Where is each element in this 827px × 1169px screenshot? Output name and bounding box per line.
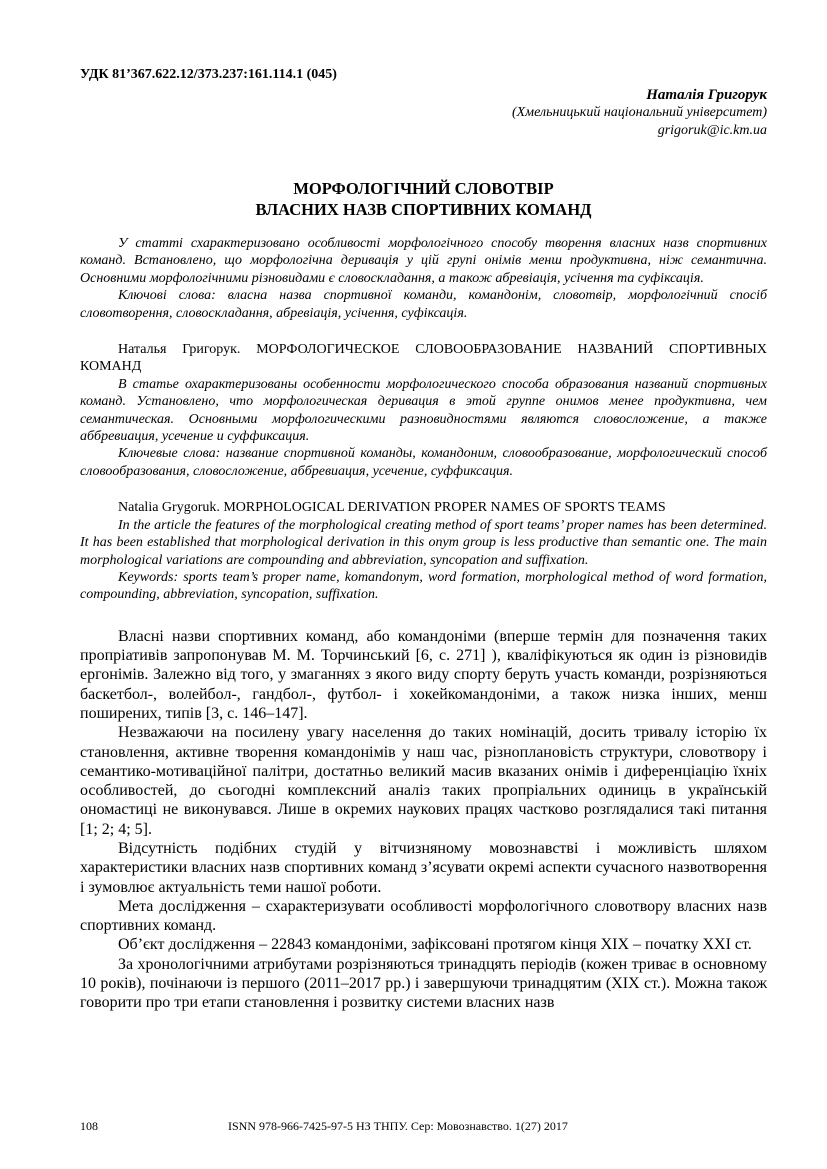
journal-issn: ISNN 978-966-7425-97-5 НЗ ТНПУ. Сер: Мовознавство. 1(27) 2017 — [228, 1119, 568, 1133]
abstract-ru-text: В статье охарактеризованы особенности морфологического способа образования названий спортивных команд. Установлено, что морфологическая деривация в этой группе онимов менее продуктивна, чем семантическая. Основными морфологическими разновидностями являются словосложение, а также аббревиация, усечение и суффиксация. — [80, 376, 767, 445]
udk-code: УДК 81’367.622.12/373.237:161.114.1 (045) — [80, 67, 337, 82]
abstract-en-heading: Natalia Grygoruk. MORPHOLOGICAL DERIVATION PROPER NAMES OF SPORTS TEAMS — [118, 500, 666, 516]
abstract-ru-heading: Наталья Григорук. МОРФОЛОГИЧЕСКОЕ СЛОВООБРАЗОВАНИЕ НАЗВАНИЙ СПОРТИВНЫХ КОМАНД — [80, 342, 767, 375]
abstract-english — [80, 499, 767, 603]
body-paragraph: Незважаючи на посилену увагу населення до таких номінацій, досить тривалу історію їх становлення, активне творення командонімів у наш час, різноплановість структури, словотвору і семантико-мотиваційної палітри, достатньо великий масив вказаних онімів і диференціацію їхніх особливостей, до сьогодні комплексний аналіз таких пропріальних одиниць в українській ономастиці не виконувався. Лише в окремих наукових працях частково розглядалися такі питання [1; 2; 4; 5]. — [80, 724, 767, 838]
author-block — [80, 86, 767, 140]
title-line-1: МОРФОЛОГІЧНИЙ СЛОВОТВІР — [293, 179, 554, 198]
article-page — [80, 66, 767, 1013]
author-affiliation: (Хмельницький національний університет) — [511, 105, 767, 120]
body-paragraph: Власні назви спортивних команд, або командоніми (вперше термін для позначення таких пропріативів запропонував М. М. Торчинський [6, с. 271] ), кваліфікуються як один із різновидів ергонімів. Залежно від того, у змаганнях з якого виду спорту беруть участь команди, розрізняються баскетбол-, волейбол-, гандбол-, футбол- і хокейкомандоніми, а також низка інших, менш поширених, типів [3, с. 146–147]. — [80, 627, 767, 722]
author-email: grigoruk@ic.km.ua — [657, 123, 767, 138]
body-paragraph: За хронологічними атрибутами розрізняються тринадцять періодів (кожен триває в основному 10 років), почінаючи із першого (2011–2017 рр.) і завершуючи тринадцятим (ХІХ ст.). Можна також говорити про три етапи становлення і розвитку системи власних назв — [80, 955, 767, 1012]
body-paragraph: Відсутність подібних студій у вітчизняному мовознавстві і можливість шляхом характеристики власних назв спортивних команд з’ясувати окремі аспекти сучасного назвотворення і зумовлює актуальність теми нашої роботи. — [80, 839, 767, 896]
abstract-ukrainian — [80, 235, 767, 322]
author-name: Наталія Григорук — [646, 87, 767, 103]
abstract-uk-keywords: Ключові слова: власна назва спортивної команди, командонім, словотвір, морфологічний спосіб словотворення, словоскладання, абревіація, усічення, суфіксація. — [80, 288, 767, 321]
abstract-ru-keywords: Ключевые слова: название спортивной команды, командоним, словообразование, морфологический способ словообразования, словосложение, аббревиация, усечение, суффиксация. — [80, 446, 767, 479]
article-title — [80, 178, 767, 220]
title-line-2: ВЛАСНИХ НАЗВ СПОРТИВНИХ КОМАНД — [255, 200, 592, 219]
page-number: 108 — [80, 1119, 98, 1133]
abstract-uk-text: У статті схарактеризовано особливості морфологічного способу творення власних назв спортивних команд. Встановлено, що морфологічна деривація у цій групі онімів менш продуктивна, ніж семантична. Основними морфологічними різновидами є словоскладання, а також абревіація, усічення та суфіксація. — [80, 236, 767, 286]
body-paragraph: Мета дослідження – схарактеризувати особливості морфологічного словотвору власних назв спортивних команд. — [80, 897, 767, 935]
abstract-en-keywords: Keywords: sports team’s proper name, komandonym, word formation, morphological method of word formation, compounding, abbreviation, syncopation, suffixation. — [80, 569, 767, 603]
body-paragraph: Об’єкт дослідження – 22843 командоніми, зафіксовані протягом кінця ХІХ – початку ХХІ ст. — [118, 936, 752, 954]
abstract-russian — [80, 341, 767, 480]
abstract-en-text: In the article the features of the morphological creating method of sport teams’ proper names has been determined. It has been established that morphological derivation in this onym group is less productive than semantic one. The main morphological variations are compounding and abbreviation, syncopation and suffixation. — [80, 517, 767, 568]
article-body — [80, 627, 767, 1013]
